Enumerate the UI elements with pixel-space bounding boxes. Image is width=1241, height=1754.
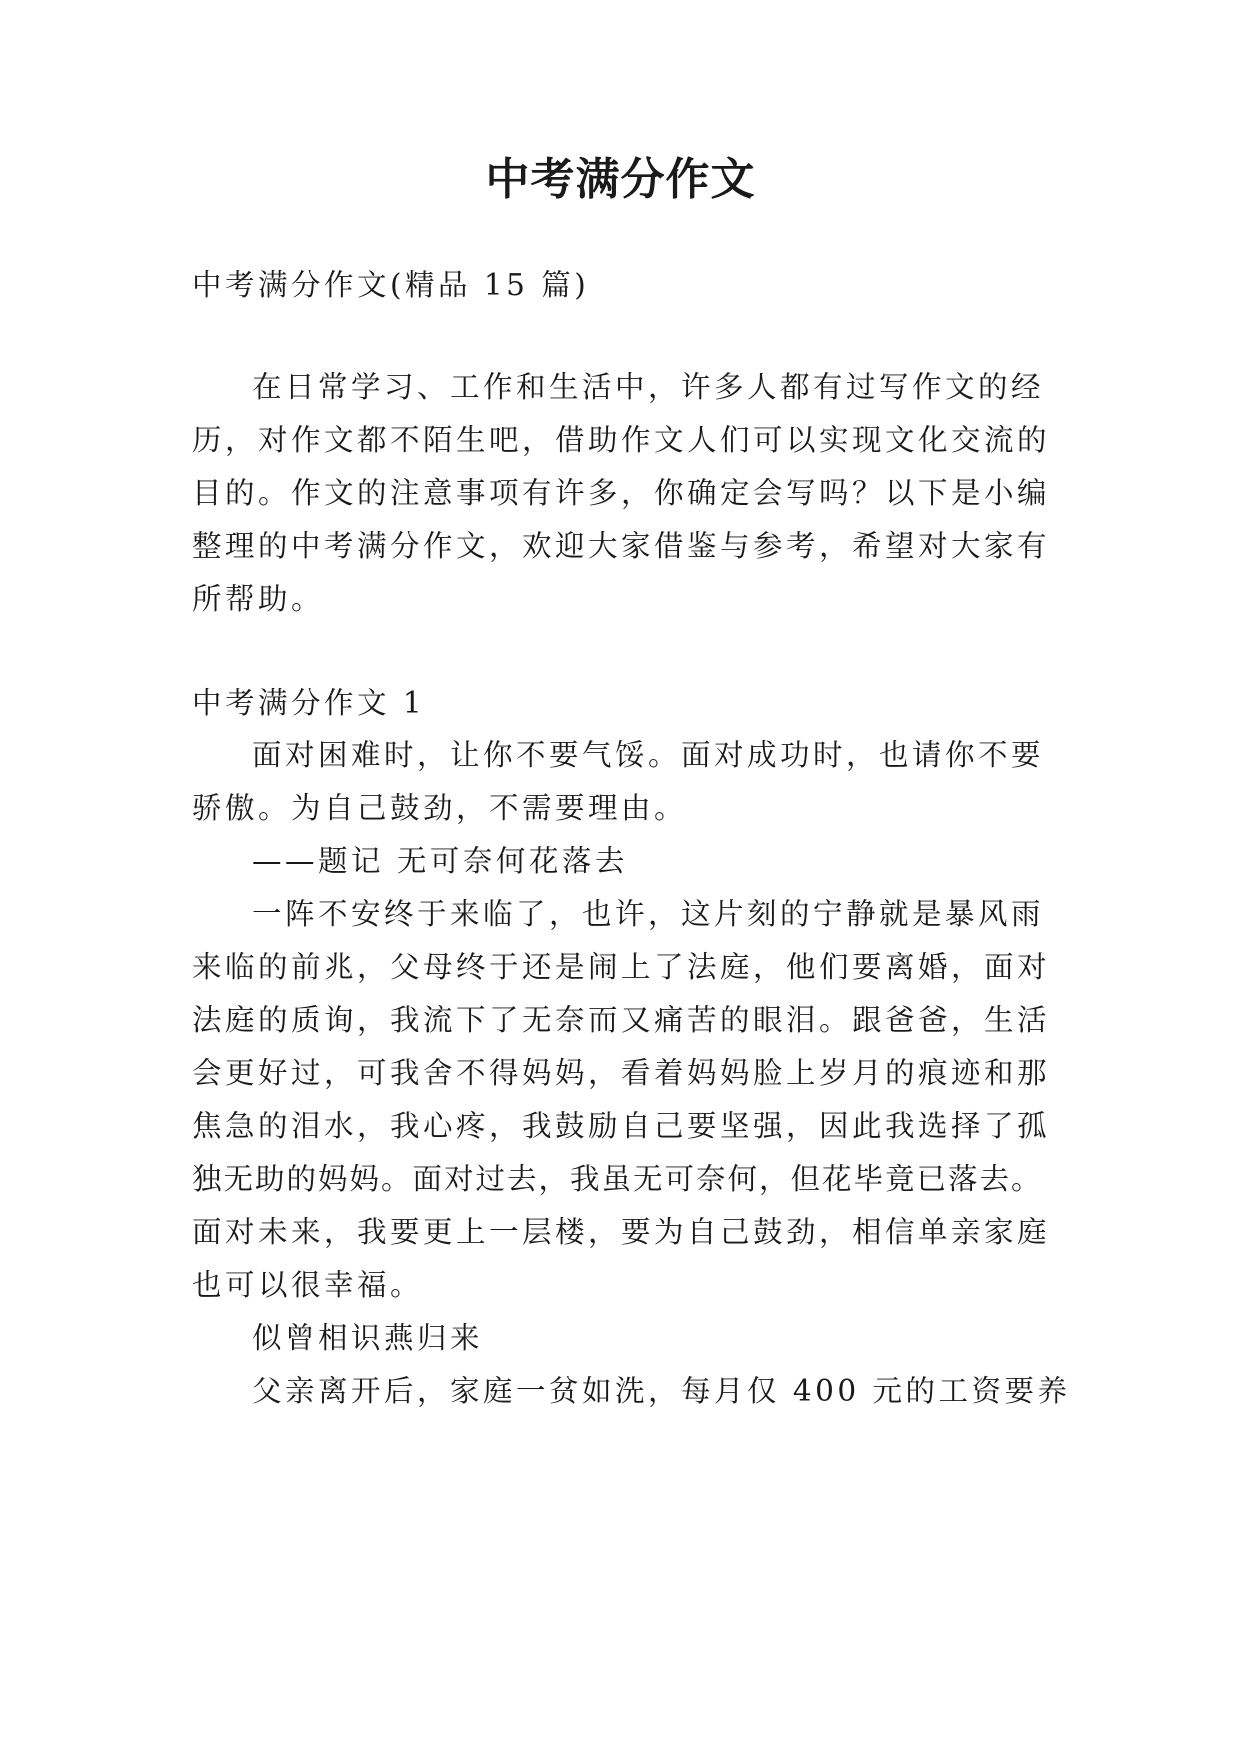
body-line: 面对困难时，让你不要气馁。面对成功时，也请你不要 [252, 738, 1045, 772]
body-line: 来临的前兆，父母终于还是闹上了法庭，他们要离婚，面对 [192, 950, 1051, 984]
body-line: 法庭的质询，我流下了无奈而又痛苦的眼泪。跟爸爸，生活 [192, 1003, 1051, 1037]
document-subtitle: 中考满分作文(精品 15 篇) [192, 268, 590, 302]
intro-line: 历，对作文都不陌生吧，借助作文人们可以实现文化交流的 [192, 423, 1051, 457]
section-heading: 中考满分作文 1 [192, 686, 426, 720]
intro-line: 所帮助。 [192, 582, 325, 616]
document-title: 中考满分作文 [485, 154, 756, 205]
intro-line: 目的。作文的注意事项有许多，你确定会写吗？以下是小编 [192, 476, 1051, 510]
body-line: 焦急的泪水，我心疼，我鼓励自己要坚强，因此我选择了孤 [192, 1109, 1051, 1143]
body-line: 一阵不安终于来临了，也许，这片刻的宁静就是暴风雨 [252, 897, 1045, 931]
body-line: 面对未来，我要更上一层楼，要为自己鼓劲，相信单亲家庭 [192, 1215, 1051, 1249]
intro-line: 整理的中考满分作文，欢迎大家借鉴与参考，希望对大家有 [192, 529, 1051, 563]
body-line: 也可以很幸福。 [192, 1268, 424, 1302]
body-line: 骄傲。为自己鼓劲，不需要理由。 [192, 791, 688, 825]
body-line: 父亲离开后，家庭一贫如洗，每月仅 400 元的工资要养 [252, 1374, 1071, 1408]
body-line: 似曾相识燕归来 [252, 1321, 484, 1355]
body-line: 独无助的妈妈。面对过去，我虽无可奈何，但花毕竟已落去。 [192, 1162, 1043, 1196]
body-line: ——题记 无可奈何花落去 [252, 844, 628, 878]
intro-line: 在日常学习、工作和生活中，许多人都有过写作文的经 [252, 370, 1045, 404]
body-line: 会更好过，可我舍不得妈妈，看着妈妈脸上岁月的痕迹和那 [192, 1056, 1051, 1090]
